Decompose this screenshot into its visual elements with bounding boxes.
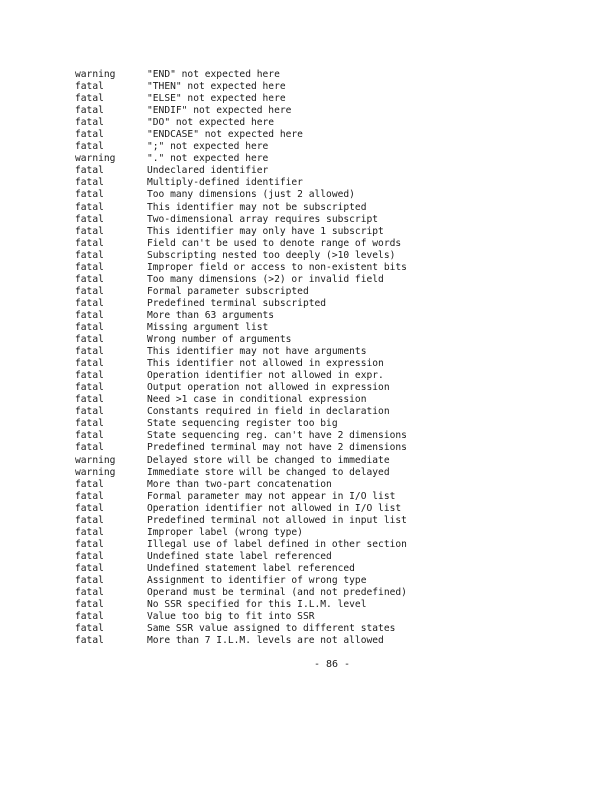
- message-text: Formal parameter may not appear in I/O list: [147, 490, 396, 502]
- message-text: Too many dimensions (just 2 allowed): [147, 189, 355, 201]
- severity-label: fatal: [75, 635, 104, 647]
- message-text: Improper label (wrong type): [147, 526, 303, 538]
- message-row: [75, 467, 575, 479]
- severity-label: fatal: [75, 201, 104, 213]
- message-text: "THEN" not expected here: [147, 81, 286, 93]
- severity-label: fatal: [75, 297, 104, 309]
- severity-label: fatal: [75, 526, 104, 538]
- severity-label: fatal: [75, 562, 104, 574]
- severity-label: fatal: [75, 261, 104, 273]
- message-text: Delayed store will be changed to immediate: [147, 454, 390, 466]
- message-row: [75, 322, 575, 334]
- message-text: Illegal use of label defined in other section: [147, 538, 407, 550]
- message-row: [75, 177, 575, 189]
- severity-label: fatal: [75, 430, 104, 442]
- message-row: [75, 117, 575, 129]
- message-row: [75, 238, 575, 250]
- severity-label: fatal: [75, 599, 104, 611]
- message-row: [75, 250, 575, 262]
- message-text: Too many dimensions (>2) or invalid field: [147, 273, 384, 285]
- severity-label: fatal: [75, 490, 104, 502]
- message-row: [75, 599, 575, 611]
- message-text: "DO" not expected here: [147, 117, 275, 129]
- severity-label: fatal: [75, 382, 104, 394]
- message-text: This identifier may only have 1 subscript: [147, 225, 384, 237]
- message-text: Operation identifier not allowed in I/O list: [147, 502, 402, 514]
- severity-label: warning: [75, 466, 116, 478]
- severity-label: fatal: [75, 502, 104, 514]
- message-row: [75, 214, 575, 226]
- message-text: This identifier not allowed in expression: [147, 358, 384, 370]
- severity-label: fatal: [75, 574, 104, 586]
- severity-label: fatal: [75, 550, 104, 562]
- message-text: Predefined terminal subscripted: [147, 297, 327, 309]
- message-text: Improper field or access to non-existent bits: [147, 261, 407, 273]
- message-text: No SSR specified for this I.L.M. level: [147, 599, 367, 611]
- message-row: [75, 262, 575, 274]
- message-row: [75, 129, 575, 141]
- message-text: "END" not expected here: [147, 69, 280, 80]
- message-row: [75, 81, 575, 93]
- severity-label: fatal: [75, 273, 104, 285]
- message-text: Multiply-defined identifier: [147, 177, 303, 189]
- message-row: [75, 430, 575, 442]
- message-text: Predefined terminal not allowed in input list: [147, 514, 407, 526]
- message-row: [75, 479, 575, 491]
- message-text: Two-dimensional array requires subscript: [147, 213, 379, 225]
- severity-label: warning: [75, 69, 116, 80]
- severity-label: fatal: [75, 406, 104, 418]
- message-row: [75, 334, 575, 346]
- severity-label: fatal: [75, 237, 104, 249]
- message-row: [75, 515, 575, 527]
- severity-label: fatal: [75, 309, 104, 321]
- message-text: Field can't be used to denote range of words: [147, 237, 402, 249]
- severity-label: fatal: [75, 93, 104, 105]
- message-row: [75, 189, 575, 201]
- message-text: Operand must be terminal (and not predefined): [147, 587, 407, 599]
- message-text: Undefined statement label referenced: [147, 562, 355, 574]
- message-text: Undeclared identifier: [147, 165, 269, 177]
- severity-label: fatal: [75, 358, 104, 370]
- message-row: [75, 298, 575, 310]
- severity-label: fatal: [75, 346, 104, 358]
- message-text: Formal parameter subscripted: [147, 285, 309, 297]
- page-number: - 86 -: [313, 659, 351, 670]
- message-row: [75, 202, 575, 214]
- message-row: [75, 274, 575, 286]
- message-text: "ENDIF" not expected here: [147, 105, 292, 117]
- severity-label: fatal: [75, 81, 104, 93]
- message-row: [75, 587, 575, 599]
- severity-label: fatal: [75, 623, 104, 635]
- message-text: "ENDCASE" not expected here: [147, 129, 303, 141]
- severity-label: fatal: [75, 213, 104, 225]
- message-row: [75, 563, 575, 575]
- message-row: [75, 491, 575, 503]
- severity-label: fatal: [75, 129, 104, 141]
- message-row: [75, 310, 575, 322]
- message-row: [75, 286, 575, 298]
- message-text: Operation identifier not allowed in expr.: [147, 370, 384, 382]
- message-text: Output operation not allowed in expression: [147, 382, 390, 394]
- message-row: [75, 153, 575, 165]
- message-row: [75, 623, 575, 635]
- message-row: [75, 551, 575, 563]
- message-row: [75, 93, 575, 105]
- message-list: [75, 69, 575, 647]
- message-row: [75, 382, 575, 394]
- severity-label: fatal: [75, 611, 104, 623]
- message-text: "ELSE" not expected here: [147, 93, 286, 105]
- message-text: Constants required in field in declaration: [147, 406, 390, 418]
- severity-label: fatal: [75, 442, 104, 454]
- message-row: [75, 635, 575, 647]
- severity-label: fatal: [75, 177, 104, 189]
- message-text: More than two-part concatenation: [147, 478, 332, 490]
- message-row: [75, 503, 575, 515]
- message-row: [75, 165, 575, 177]
- message-row: [75, 346, 575, 358]
- severity-label: fatal: [75, 334, 104, 346]
- message-text: State sequencing reg. can't have 2 dimensions: [147, 430, 407, 442]
- severity-label: fatal: [75, 321, 104, 333]
- message-text: Same SSR value assigned to different states: [147, 623, 396, 635]
- message-row: [75, 527, 575, 539]
- severity-label: fatal: [75, 141, 104, 153]
- severity-label: fatal: [75, 165, 104, 177]
- message-text: Undefined state label referenced: [147, 550, 332, 562]
- severity-label: fatal: [75, 117, 104, 129]
- message-text: ";" not expected here: [147, 141, 269, 153]
- message-row: [75, 69, 575, 81]
- message-row: [75, 358, 575, 370]
- message-row: [75, 370, 575, 382]
- message-row: [75, 611, 575, 623]
- severity-label: fatal: [75, 418, 104, 430]
- message-row: [75, 442, 575, 454]
- message-text: Predefined terminal may not have 2 dimensions: [147, 442, 407, 454]
- severity-label: fatal: [75, 285, 104, 297]
- message-row: [75, 226, 575, 238]
- message-row: [75, 105, 575, 117]
- severity-label: fatal: [75, 189, 104, 201]
- message-row: [75, 575, 575, 587]
- severity-label: fatal: [75, 249, 104, 261]
- message-text: Assignment to identifier of wrong type: [147, 574, 367, 586]
- message-row: [75, 141, 575, 153]
- message-text: Wrong number of arguments: [147, 334, 292, 346]
- message-row: [75, 418, 575, 430]
- message-text: Missing argument list: [147, 321, 269, 333]
- severity-label: fatal: [75, 225, 104, 237]
- message-text: More than 7 I.L.M. levels are not allowed: [147, 635, 384, 647]
- severity-label: fatal: [75, 587, 104, 599]
- message-row: [75, 539, 575, 551]
- message-text: "." not expected here: [147, 153, 269, 165]
- message-row: [75, 394, 575, 406]
- message-text: Subscripting nested too deeply (>10 levels): [147, 249, 396, 261]
- severity-label: fatal: [75, 538, 104, 550]
- severity-label: warning: [75, 153, 116, 165]
- message-text: More than 63 arguments: [147, 309, 275, 321]
- severity-label: fatal: [75, 394, 104, 406]
- message-text: This identifier may not be subscripted: [147, 201, 367, 213]
- message-row: [75, 406, 575, 418]
- severity-label: warning: [75, 454, 116, 466]
- message-text: State sequencing register too big: [147, 418, 338, 430]
- severity-label: fatal: [75, 370, 104, 382]
- message-row: [75, 455, 575, 467]
- severity-label: fatal: [75, 105, 104, 117]
- severity-label: fatal: [75, 514, 104, 526]
- message-text: Need >1 case in conditional expression: [147, 394, 367, 406]
- message-text: Value too big to fit into SSR: [147, 611, 315, 623]
- message-text: Immediate store will be changed to delayed: [147, 466, 390, 478]
- message-text: This identifier may not have arguments: [147, 346, 367, 358]
- severity-label: fatal: [75, 478, 104, 490]
